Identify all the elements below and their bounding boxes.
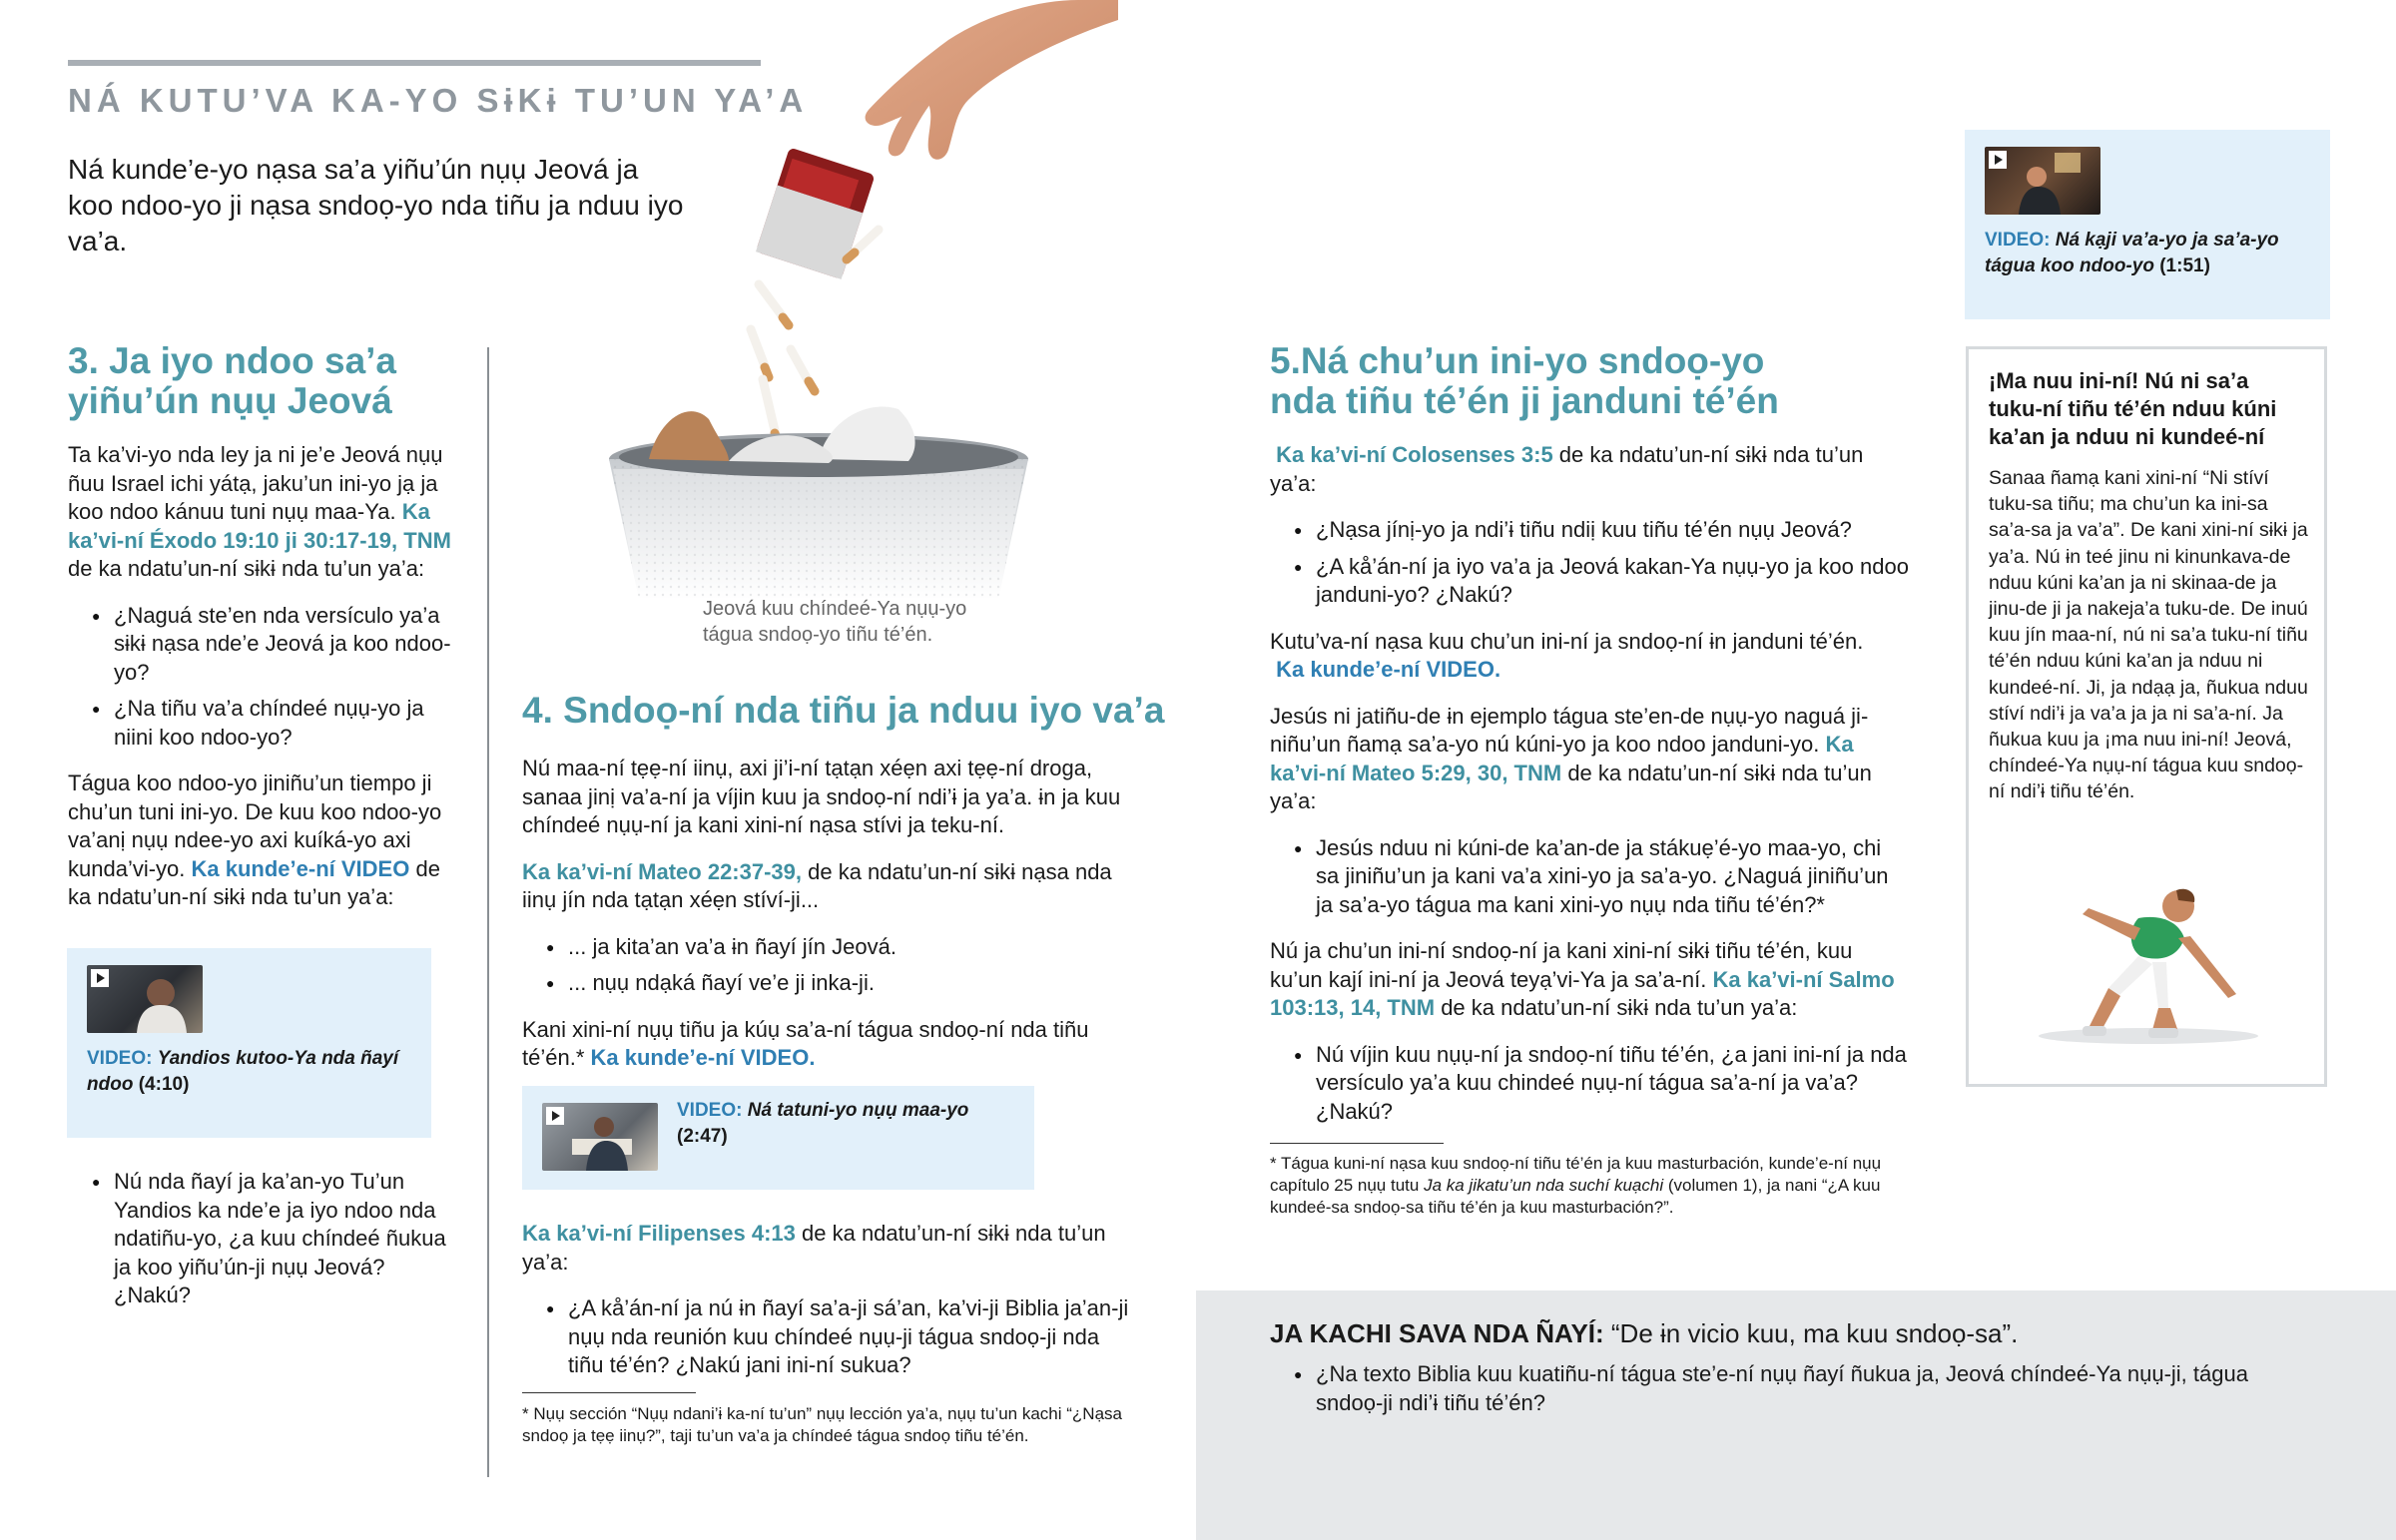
section-3-heading: 3. Ja iyo ndoo sa’a yiñu’ún nụụ Jeová	[68, 340, 397, 421]
scripture-link-filipenses[interactable]: Ka ka’vi-ní Filipenses 4:13	[522, 1221, 796, 1246]
section-4-paragraph-3: Kani xini-ní nụụ tiñu ja kúụ sa’a-ní tágua sndoọ-ní nda tiñu té’én.* Ka kunde’e-ní VIDEO.	[522, 1016, 1089, 1070]
trash-can-illustration	[579, 0, 1118, 619]
sidebar-body: Sanaa ñamạ kani xini-ní “Ni stíví tuku-sa tiñu; ma chu’un ka ini-sa sa’a-sa ja va’a”. De kani xini-ní sɨkɨ ja ya’a. Nú ɨn teé jinu ni kinunkava-de nduu kúni ka’an ja ni skinaa-de ja jinu-de ji ja nakeja’a tuku-de. De inuú kuu jín maa-ní, nú ni sa’a tuku-ní tiñu té’én nduu kúni ka’an ja nduu ni kundeé-ní. Ji, ja ndạạ ja, ñukua nduu stíví ndi’ɨ ja va’a ja ja ni sa’a-ní. Ja ñukua kuu ja ¡ma nuu ini-ní! Jeová, chíndeé-Ya nụụ-ní tágua kuu sndoọ-ní ndi’ɨ tiñu té’én.	[1989, 467, 2308, 803]
sidebar-title: ¡Ma nuu ini-ní! Nú ni sa’a tuku-ní tiñu té’én nduu kúni ka’an ja nduu ni kundeé-ní	[1989, 368, 2277, 449]
question-item: ● Nú nda ñayí ja ka’an-yo Tu’un Yandios ka nde’e ja iyo ndoo nda ndatiñu-yo, ¿a kuu chíndeé ñukua ja koo yiñu’ún-ji nụụ Jeová? ¿Nakú?	[68, 1168, 467, 1310]
question-item: ● Nú víjin kuu nụụ-ní ja sndoọ-ní tiñu té’én, ¿a jani ini-ní ja nda versículo ya’a kuu chindeé nụụ-ní tágua sa’a-ní ja va’a? ¿Nakú?	[1270, 1041, 1909, 1127]
runner-illustration	[2029, 878, 2268, 1048]
video-thumbnail[interactable]	[87, 965, 203, 1033]
section-3-questions-2	[68, 1168, 467, 1310]
video-label: VIDEO: Ná tatuni-yo nụụ maa-yo (2:47)	[677, 1100, 969, 1147]
question-item: ● ¿Na texto Biblia kuu kuatiñu-ní tágua ste’e-ní nụụ ñayí ñukua ja, Jeová chíndeé-Ya nụụ-ji, tágua sndoọ-ji ndi’ɨ tiñu té’én?	[1270, 1360, 2268, 1417]
section-5-paragraph-1: Ka ka’vi-ní Colosenses 3:5 de ka ndatu’un-ní sɨkɨ nda tu’un ya’a:	[1270, 442, 1864, 496]
section-5-questions-2	[1270, 834, 1909, 920]
play-icon	[1989, 151, 2007, 169]
discussion-panel	[1196, 1290, 2396, 1540]
hand-illustration	[866, 0, 1118, 160]
section-3-paragraph-2: Tágua koo ndoo-yo jiniñu’un tiempo ji chu’un tuni ini-yo. De kuu koo ndoo-yo va’anị nụụ ndee-yo axi kuíká-yo axi kunda’vi-yo. Ka kunde’e-ní VIDEO de ka ndatu’un-ní sɨkɨ nda tu’un ya’a:	[68, 770, 442, 909]
footnote-rule	[1270, 1143, 1444, 1144]
section-3-body-2	[68, 1168, 467, 1328]
scripture-link-salmo[interactable]: Ka ka’vi-ní Salmo 103:13, 14, TNM	[1270, 966, 1895, 1020]
question-item: ● ¿Naguá ste’en nda versículo ya’a sɨkɨ nạsa nde’e Jeová ja koo ndoo-yo?	[68, 602, 467, 688]
section-4-body-2	[522, 1220, 1129, 1398]
section-4-questions-2	[522, 1294, 1129, 1380]
sidebar-box	[1966, 346, 2327, 1087]
scripture-link-mateo-22[interactable]: Ka ka’vi-ní Mateo 22:37-39,	[522, 858, 803, 884]
play-icon	[91, 969, 109, 987]
question-item: ● ¿A kå’án-ní ja iyo va’a ja Jeová kakan-Ya nụụ-yo ja koo ndoo janduni-yo? ¿Nakú?	[1270, 553, 1909, 610]
section-4-heading: 4. Sndoọ-ní nda tiñu ja nduu iyo va’a	[522, 690, 1165, 731]
question-item: ● ¿A kå’án-ní ja nú ɨn ñayí sa’a-ji sá’an, ka’vi-ji Biblia ja’an-ji nụụ nda reunión kuu chíndeé nụụ-ji tágua sndoọ-ji nda tiñu té’én? ¿Nakú jani ini-ní sukua?	[522, 1294, 1129, 1380]
section-5-paragraph-4: Nú ja chu’un ini-ní sndoọ-ní ja kani xini-ní sɨkɨ tiñu té’én, kuu ku’un kají ini-ní ja Jeová teyạ’vi-Ya ja sa’a-ní. Ka ka’vi-ní Salmo 103:13, 14, TNM de ka ndatu’un-ní sɨkɨ nda tu’un ya’a:	[1270, 938, 1895, 1020]
video-box-top[interactable]	[1965, 130, 2330, 319]
section-4-questions	[522, 933, 1129, 998]
section-3-questions	[68, 602, 467, 753]
play-icon	[546, 1107, 564, 1125]
question-item: ● Jesús nduu ni kúni-de ka’an-de ja stákuẹ’é-yo maa-yo, chi sa jiniñu’un ja kani va’a xini-yo ja sa’a-yo. ¿Naguá jiniñu’un ja sa’a-yo tágua ma kani xini-yo nụụ nda tiñu té’én?*	[1270, 834, 1909, 920]
question-item: ● ... nụụ ndạká ñayí ve’e ji inka-ji.	[522, 969, 1129, 998]
section-5-paragraph-3: Jesús ni jatiñu-de ɨn ejemplo tágua ste’en-de nụụ-yo naguá ji-niñu’un ñamạ sa’a-yo nú kúni-yo ja koo ndoo janduni-yo. Ka ka’vi-ní Mateo 5:29, 30, TNM de ka ndatu’un-ní sɨkɨ nda tu’un ya’a:	[1270, 703, 1872, 813]
footnote-rule	[522, 1392, 696, 1393]
scripture-link-mateo-5[interactable]: Ka ka’vi-ní Mateo 5:29, 30, TNM	[1270, 732, 1854, 785]
section-kicker: NÁ KUTU’VA KA-YO SɨKɨ TU’UN YA’A	[68, 82, 809, 119]
watch-video-link[interactable]: Ka kunde’e-ní VIDEO.	[1276, 657, 1501, 682]
question-item: ● ¿Na tiñu va’a chíndeé nụụ-yo ja niini koo ndoo-yo?	[68, 695, 467, 752]
section-3-paragraph-1: Ta ka’vi-yo nda ley ja ni je’e Jeová nụụ ñuu Israel ichi yátạ, jaku’un ini-yo jạ ja koo ndoo kánuu tuni nụụ maa-Ya. Ka ka’vi-ní Éxodo 19:10 ji 30:17-19, TNM de ka ndatu’un-ní sɨkɨ nda tu’un ya’a:	[68, 442, 451, 581]
scripture-link-colosenses[interactable]: Ka ka’vi-ní Colosenses 3:5	[1276, 442, 1553, 467]
image-caption: Jeová kuu chíndeé-Ya nụụ-yo tágua sndoọ-yo tiñu té’én.	[703, 598, 967, 646]
section-4-paragraph-2: Ka ka’vi-ní Mateo 22:37-39, de ka ndatu’un-ní sɨkɨ nạsa nda iinụ jín nda tạtạn xéẹn stíví-ji...	[522, 858, 1112, 912]
question-item: ● ¿Nạsa jínị-yo ja ndi’ɨ tiñu ndiị kuu tiñu té’én nụụ Jeová?	[1270, 516, 1909, 545]
section-5-heading: 5.Ná chu’un ini-yo sndoọ-yo nda tiñu té’én ji janduni té’én	[1270, 340, 1779, 421]
video-label: VIDEO: Ná kạji va’a-yo ja sa’a-yo tágua koo ndoo-yo (1:51)	[1985, 230, 2279, 276]
discussion-heading: JA KACHI SAVA NDA ÑAYÍ: “De ɨn vicio kuu, ma kuu sndoọ-sa”.	[1270, 1318, 2019, 1348]
video-label: VIDEO: Yandios kutoo-Ya nda ñayí ndoo (4:10)	[87, 1048, 399, 1095]
scripture-link-exodo[interactable]: Ka ka’vi-ní Éxodo 19:10 ji 30:17-19, TNM	[68, 499, 451, 553]
video-box-tatuni[interactable]	[522, 1086, 1034, 1190]
column-divider	[487, 347, 489, 1477]
section-4-body	[522, 755, 1129, 1091]
discussion-questions	[1270, 1360, 2268, 1425]
video-thumbnail[interactable]	[1985, 147, 2100, 215]
lesson-intro: Ná kunde’e-yo nạsa sa’a yiñu’ún nụụ Jeová ja koo ndoo-yo ji nạsa sndoọ-yo nda tiñu ja nduu iyo va’a.	[68, 154, 684, 257]
section-5-questions	[1270, 516, 1909, 610]
section-5-questions-3	[1270, 1041, 1909, 1127]
section-4-paragraph-1: Nú maa-ní tẹẹ-ní iinụ, axi ji’i-ní tạtạn xéẹn axi tẹẹ-ní droga, sanaa jinị va’a-ní ja víjin kuu ja sndoọ-ní ndi’ɨ ja ya’a. ɨn ja kuu chíndeé nụụ-ní ja kani xini-ní nạsa stívi ja teku-ní.	[522, 756, 1121, 837]
question-item: ● ... ja kita’an va’a ɨn ñayí jín Jeová.	[522, 933, 1129, 962]
section-4-paragraph-4: Ka ka’vi-ní Filipenses 4:13 de ka ndatu’un-ní sɨkɨ nda tu’un ya’a:	[522, 1221, 1106, 1275]
watch-video-link[interactable]: Ka kunde’e-ní VIDEO.	[590, 1045, 816, 1070]
watch-video-link[interactable]: Ka kunde’e-ní VIDEO	[191, 855, 410, 881]
section-5-body	[1270, 441, 1909, 1144]
section-5-paragraph-2: Kutu’va-ní nạsa kuu chu’un ini-ní ja sndoọ-ní ɨn janduni té’én. Ka kunde’e-ní VIDEO.	[1270, 628, 1864, 682]
section-5-footnote: * Tágua kuni-ní nạsa kuu sndoọ-ní tiñu té’én ja kuu masturbación, kunde’e-ní nụụ capítulo 25 nụụ tutu Ja ka jikatu’un nda suchí kuạchi (volumen 1), ja nani “¿A kuu kundeé-sa sndoọ-sa tiñu té’én ja kuu masturbación?”.	[1270, 1154, 1882, 1217]
section-3-body	[68, 441, 467, 930]
video-box-yandios[interactable]	[67, 948, 431, 1138]
video-thumbnail[interactable]	[542, 1103, 658, 1171]
section-4-footnote: * Nụụ sección “Nụụ ndani’ɨ ka-ní tu’un” nụụ lección ya’a, nụụ tu’un kachi “¿Nạsa sndoọ ja tẹẹ iinụ?”, taji tu’un va’a ja chíndeé tágua sndoọ tiñu té’én.	[522, 1404, 1122, 1445]
